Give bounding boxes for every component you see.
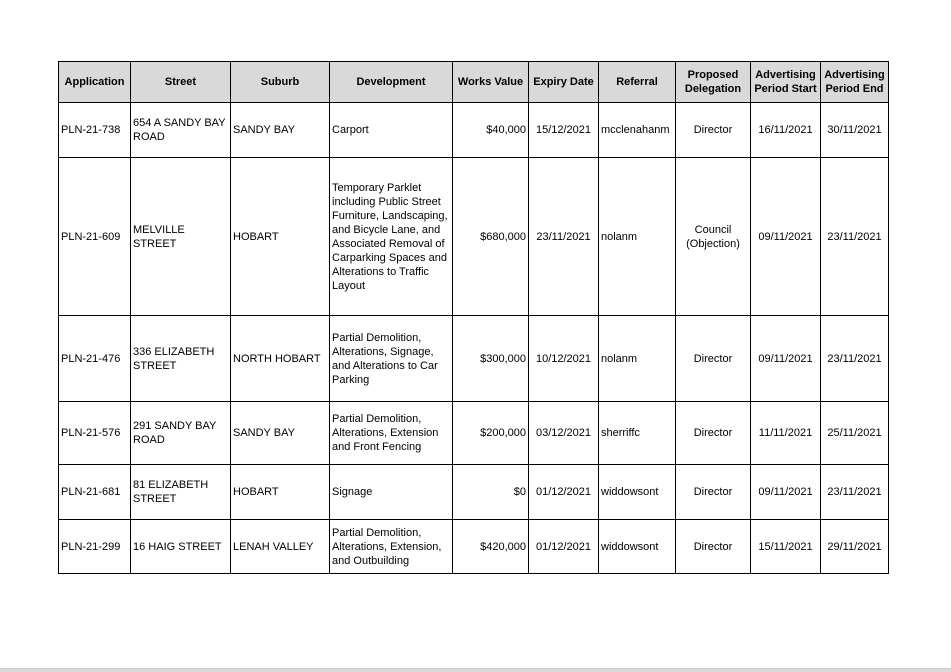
delegation-cell: Director	[676, 402, 751, 465]
suburb-cell: HOBART	[231, 158, 330, 316]
development-cell: Partial Demolition, Alterations, Extension, and Outbuilding	[330, 520, 453, 574]
column-header-proposed-delegation: Proposed Delegation	[676, 62, 751, 103]
advertising-start-cell: 15/11/2021	[751, 520, 821, 574]
table-row	[59, 402, 889, 465]
development-cell: Carport	[330, 103, 453, 158]
advertising-end-cell: 23/11/2021	[821, 158, 889, 316]
table-row	[59, 316, 889, 402]
application-cell: PLN-21-299	[59, 520, 131, 574]
street-cell: 81 ELIZABETH STREET	[131, 465, 231, 520]
column-header-works-value: Works Value	[453, 62, 529, 103]
expiry-date-cell: 23/11/2021	[529, 158, 599, 316]
application-cell: PLN-21-738	[59, 103, 131, 158]
column-header-expiry-date: Expiry Date	[529, 62, 599, 103]
street-cell: 16 HAIG STREET	[131, 520, 231, 574]
development-cell: Signage	[330, 465, 453, 520]
advertising-start-cell: 16/11/2021	[751, 103, 821, 158]
referral-cell: nolanm	[599, 316, 676, 402]
expiry-date-cell: 15/12/2021	[529, 103, 599, 158]
column-header-advertising-period-end: Advertising Period End	[821, 62, 889, 103]
column-header-advertising-period-start: Advertising Period Start	[751, 62, 821, 103]
advertising-start-cell: 09/11/2021	[751, 465, 821, 520]
advertising-end-cell: 23/11/2021	[821, 316, 889, 402]
works-value-cell: $200,000	[453, 402, 529, 465]
advertising-start-cell: 09/11/2021	[751, 158, 821, 316]
delegation-cell: Director	[676, 520, 751, 574]
street-cell: 336 ELIZABETH STREET	[131, 316, 231, 402]
works-value-cell: $0	[453, 465, 529, 520]
column-header-suburb: Suburb	[231, 62, 330, 103]
table-row	[59, 465, 889, 520]
development-cell: Partial Demolition, Alterations, Extension and Front Fencing	[330, 402, 453, 465]
table-row	[59, 520, 889, 574]
expiry-date-cell: 10/12/2021	[529, 316, 599, 402]
street-cell: 654 A SANDY BAY ROAD	[131, 103, 231, 158]
advertising-end-cell: 25/11/2021	[821, 402, 889, 465]
suburb-cell: SANDY BAY	[231, 103, 330, 158]
column-header-application: Application	[59, 62, 131, 103]
referral-cell: widdowsont	[599, 520, 676, 574]
suburb-cell: NORTH HOBART	[231, 316, 330, 402]
works-value-cell: $420,000	[453, 520, 529, 574]
referral-cell: nolanm	[599, 158, 676, 316]
column-header-street: Street	[131, 62, 231, 103]
expiry-date-cell: 01/12/2021	[529, 520, 599, 574]
delegation-cell: Director	[676, 103, 751, 158]
advertising-start-cell: 11/11/2021	[751, 402, 821, 465]
development-cell: Partial Demolition, Alterations, Signage, and Alterations to Car Parking	[330, 316, 453, 402]
application-cell: PLN-21-576	[59, 402, 131, 465]
delegation-cell: Council (Objection)	[676, 158, 751, 316]
advertising-end-cell: 30/11/2021	[821, 103, 889, 158]
development-applications-table	[58, 61, 889, 574]
street-cell: 291 SANDY BAY ROAD	[131, 402, 231, 465]
expiry-date-cell: 03/12/2021	[529, 402, 599, 465]
advertising-end-cell: 23/11/2021	[821, 465, 889, 520]
works-value-cell: $300,000	[453, 316, 529, 402]
expiry-date-cell: 01/12/2021	[529, 465, 599, 520]
referral-cell: mcclenahanm	[599, 103, 676, 158]
table-row	[59, 158, 889, 316]
works-value-cell: $680,000	[453, 158, 529, 316]
development-cell: Temporary Parklet including Public Street Furniture, Landscaping, and Bicycle Lane, and Associated Removal of Carparking Spaces and Alterations to Traffic Layout	[330, 158, 453, 316]
delegation-cell: Director	[676, 465, 751, 520]
application-cell: PLN-21-476	[59, 316, 131, 402]
referral-cell: widdowsont	[599, 465, 676, 520]
works-value-cell: $40,000	[453, 103, 529, 158]
application-cell: PLN-21-681	[59, 465, 131, 520]
suburb-cell: LENAH VALLEY	[231, 520, 330, 574]
page-bottom-edge	[0, 668, 951, 672]
advertising-start-cell: 09/11/2021	[751, 316, 821, 402]
advertising-end-cell: 29/11/2021	[821, 520, 889, 574]
delegation-cell: Director	[676, 316, 751, 402]
column-header-development: Development	[330, 62, 453, 103]
suburb-cell: SANDY BAY	[231, 402, 330, 465]
application-cell: PLN-21-609	[59, 158, 131, 316]
column-header-referral: Referral	[599, 62, 676, 103]
header-row	[59, 62, 889, 103]
suburb-cell: HOBART	[231, 465, 330, 520]
referral-cell: sherriffc	[599, 402, 676, 465]
table-row	[59, 103, 889, 158]
street-cell: MELVILLE STREET	[131, 158, 231, 316]
